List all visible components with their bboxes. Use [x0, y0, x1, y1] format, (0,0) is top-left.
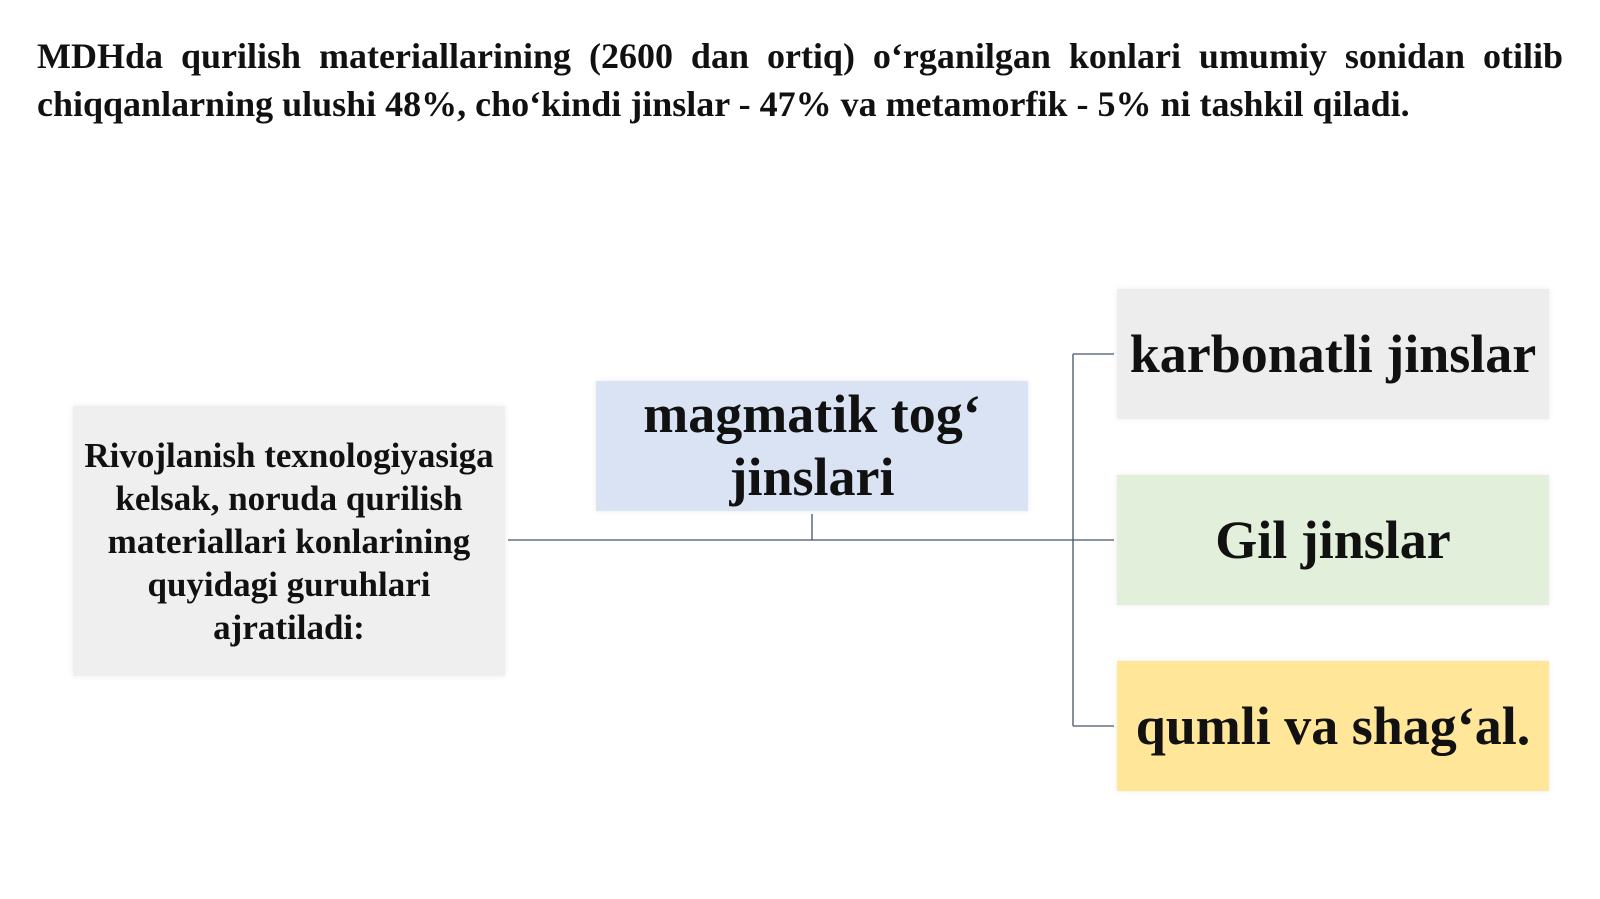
intro-paragraph: MDHda qurilish materiallarining (2600 dan ortiq) o‘rganilgan konlari umumiy sonidan otilib chiqqanlarning ulushi 48%, cho‘kindi jinslar - 47% va metamorfik - 5% ni tashkil qiladi. [37, 36, 1563, 124]
middle-node [596, 381, 1028, 511]
leaf-node-label: karbonatli jinslar [1129, 323, 1537, 384]
leaf-node-carbonate [1117, 289, 1549, 419]
leaf-node-label: qumli va shag‘al. [1135, 695, 1531, 756]
root-node-label: Rivojlanish texnologiyasiga kelsak, noruda qurilish materiallari konlarining quyidagi guruhlari ajratiladi: [84, 435, 494, 647]
middle-node-label: magmatik tog‘ jinslari [643, 384, 981, 507]
root-node [73, 406, 505, 676]
leaf-node-sand-gravel [1117, 661, 1549, 791]
leaf-node-label: Gil jinslar [1215, 509, 1451, 570]
leaf-node-clay [1117, 475, 1549, 605]
